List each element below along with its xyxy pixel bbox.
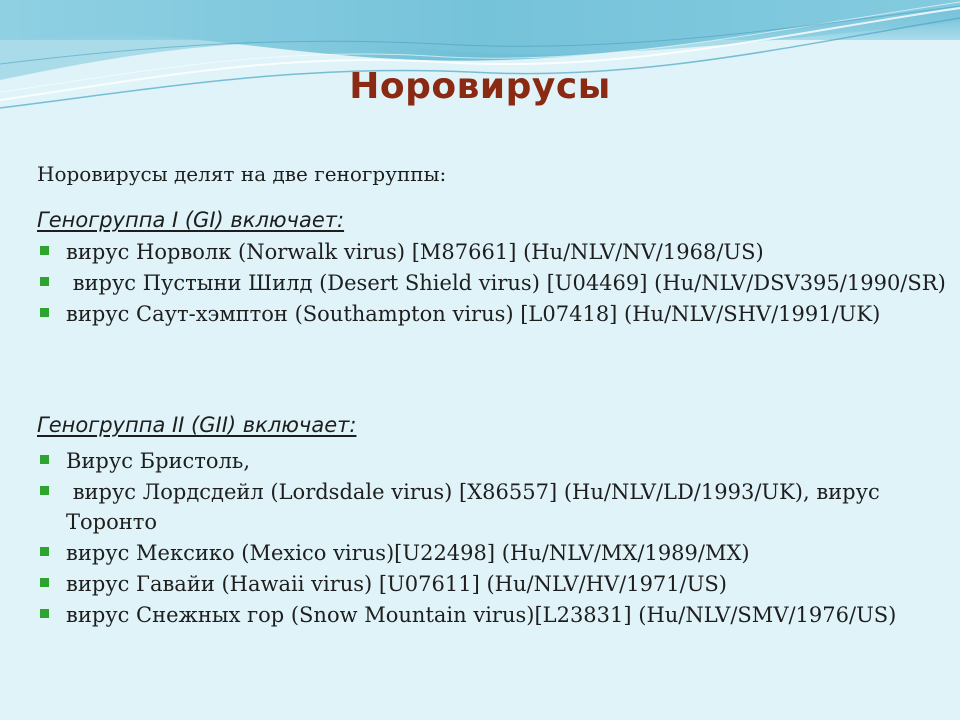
group-heading-gi: Геногруппа I (GI) включает: bbox=[37, 208, 345, 232]
group-heading-gii: Геногруппа II (GII) включает: bbox=[37, 413, 357, 437]
bullet-icon bbox=[40, 277, 49, 286]
bullet-icon bbox=[40, 486, 49, 495]
list-item bbox=[37, 538, 947, 568]
list-item bbox=[37, 268, 947, 298]
list-item bbox=[37, 446, 947, 476]
bullet-icon bbox=[40, 547, 49, 556]
group-list-gi bbox=[37, 237, 947, 330]
list-item-text: Вирус Бристоль, bbox=[66, 449, 251, 473]
bullet-icon bbox=[40, 609, 49, 618]
list-item bbox=[37, 477, 947, 537]
wave-header-decoration bbox=[0, 0, 960, 130]
intro-text: Норовирусы делят на две геногруппы: bbox=[37, 162, 447, 186]
list-item-text: вирус Снежных гор (Snow Mountain virus)[L23831] (Hu/NLV/SMV/1976/US) bbox=[66, 603, 897, 627]
list-item-text: вирус Пустыни Шилд (Desert Shield virus) [U04469] (Hu/NLV/DSV395/1990/SR) bbox=[66, 271, 946, 295]
bullet-icon bbox=[40, 246, 49, 255]
list-item-text: вирус Мексико (Mexico virus)[U22498] (Hu/NLV/MX/1989/MX) bbox=[66, 541, 750, 565]
list-item-text: вирус Норволк (Norwalk virus) [M87661] (Hu/NLV/NV/1968/US) bbox=[66, 240, 764, 264]
group-list-gii bbox=[37, 446, 947, 631]
page-title: Норовирусы bbox=[349, 66, 611, 107]
list-item-text: вирус Лордсдейл (Lordsdale virus) [X86557] (Hu/NLV/LD/1993/UK), вирус Торонто bbox=[66, 480, 887, 534]
bullet-icon bbox=[40, 455, 49, 464]
bullet-icon bbox=[40, 578, 49, 587]
list-item bbox=[37, 237, 947, 267]
list-item-text: вирус Саут-хэмптон (Southampton virus) [L07418] (Hu/NLV/SHV/1991/UK) bbox=[66, 302, 881, 326]
list-item bbox=[37, 569, 947, 599]
list-item bbox=[37, 299, 947, 329]
bullet-icon bbox=[40, 308, 49, 317]
list-item bbox=[37, 600, 947, 630]
list-item-text: вирус Гавайи (Hawaii virus) [U07611] (Hu/NLV/HV/1971/US) bbox=[66, 572, 727, 596]
